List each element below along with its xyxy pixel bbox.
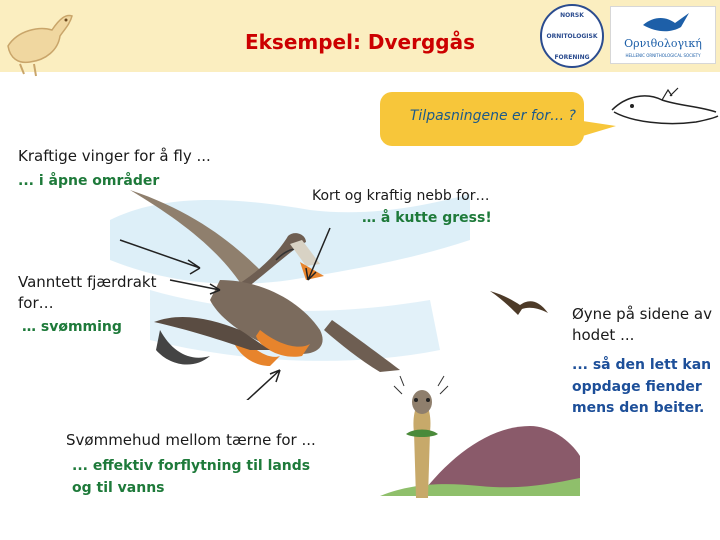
goose-head-sketch-icon bbox=[606, 82, 720, 142]
eyes-answer-line3: mens den beiter. bbox=[572, 400, 705, 416]
eyes-title-line1: Øyne på sidene av bbox=[572, 305, 712, 323]
greek-logo-subtitle: HELLENIC ORNITHOLOGICAL SOCIETY bbox=[625, 53, 701, 58]
question-bubble-text: Tilpasningene er for… ? bbox=[409, 108, 576, 124]
eyes-title-line2: hodet ... bbox=[572, 326, 635, 344]
page-title: Eksempel: Dverggås bbox=[244, 30, 476, 54]
plumage-answer: … svømming bbox=[22, 319, 122, 335]
norsk-ornitologisk-forening-logo-icon bbox=[540, 4, 604, 68]
swallow-icon bbox=[641, 11, 691, 37]
plumage-title-line1: Vanntett fjærdrakt bbox=[18, 273, 157, 291]
feet-answer-line1: ... effektiv forflytning til lands bbox=[72, 458, 311, 474]
eyes-answer-line2: oppdage fiender bbox=[572, 379, 702, 395]
greek-logo-name: Ορνιθολογική bbox=[624, 37, 702, 50]
plumage-title-line2: for… bbox=[18, 294, 54, 312]
logo-bottom-text: FORENING bbox=[554, 54, 590, 61]
wings-title: Kraftige vinger for å fly ... bbox=[18, 147, 211, 165]
feet-title: Svømmehud mellom tærne for ... bbox=[66, 431, 316, 449]
eyes-answer-line1: ... så den lett kan bbox=[572, 357, 712, 373]
beak-answer: … å kutte gress! bbox=[362, 210, 492, 226]
grazing-goose-icon bbox=[392, 372, 452, 502]
beak-title: Kort og kraftig nebb for… bbox=[312, 188, 490, 204]
logo-top-text: NORSK bbox=[560, 12, 584, 19]
feet-answer-line2: og til vanns bbox=[72, 480, 165, 496]
wings-answer: ... i åpne områder bbox=[18, 173, 160, 189]
logo-mid-text: ORNITOLOGISK bbox=[546, 33, 598, 40]
greek-ornithological-society-logo-icon bbox=[610, 6, 716, 64]
raptor-icon bbox=[490, 285, 550, 325]
